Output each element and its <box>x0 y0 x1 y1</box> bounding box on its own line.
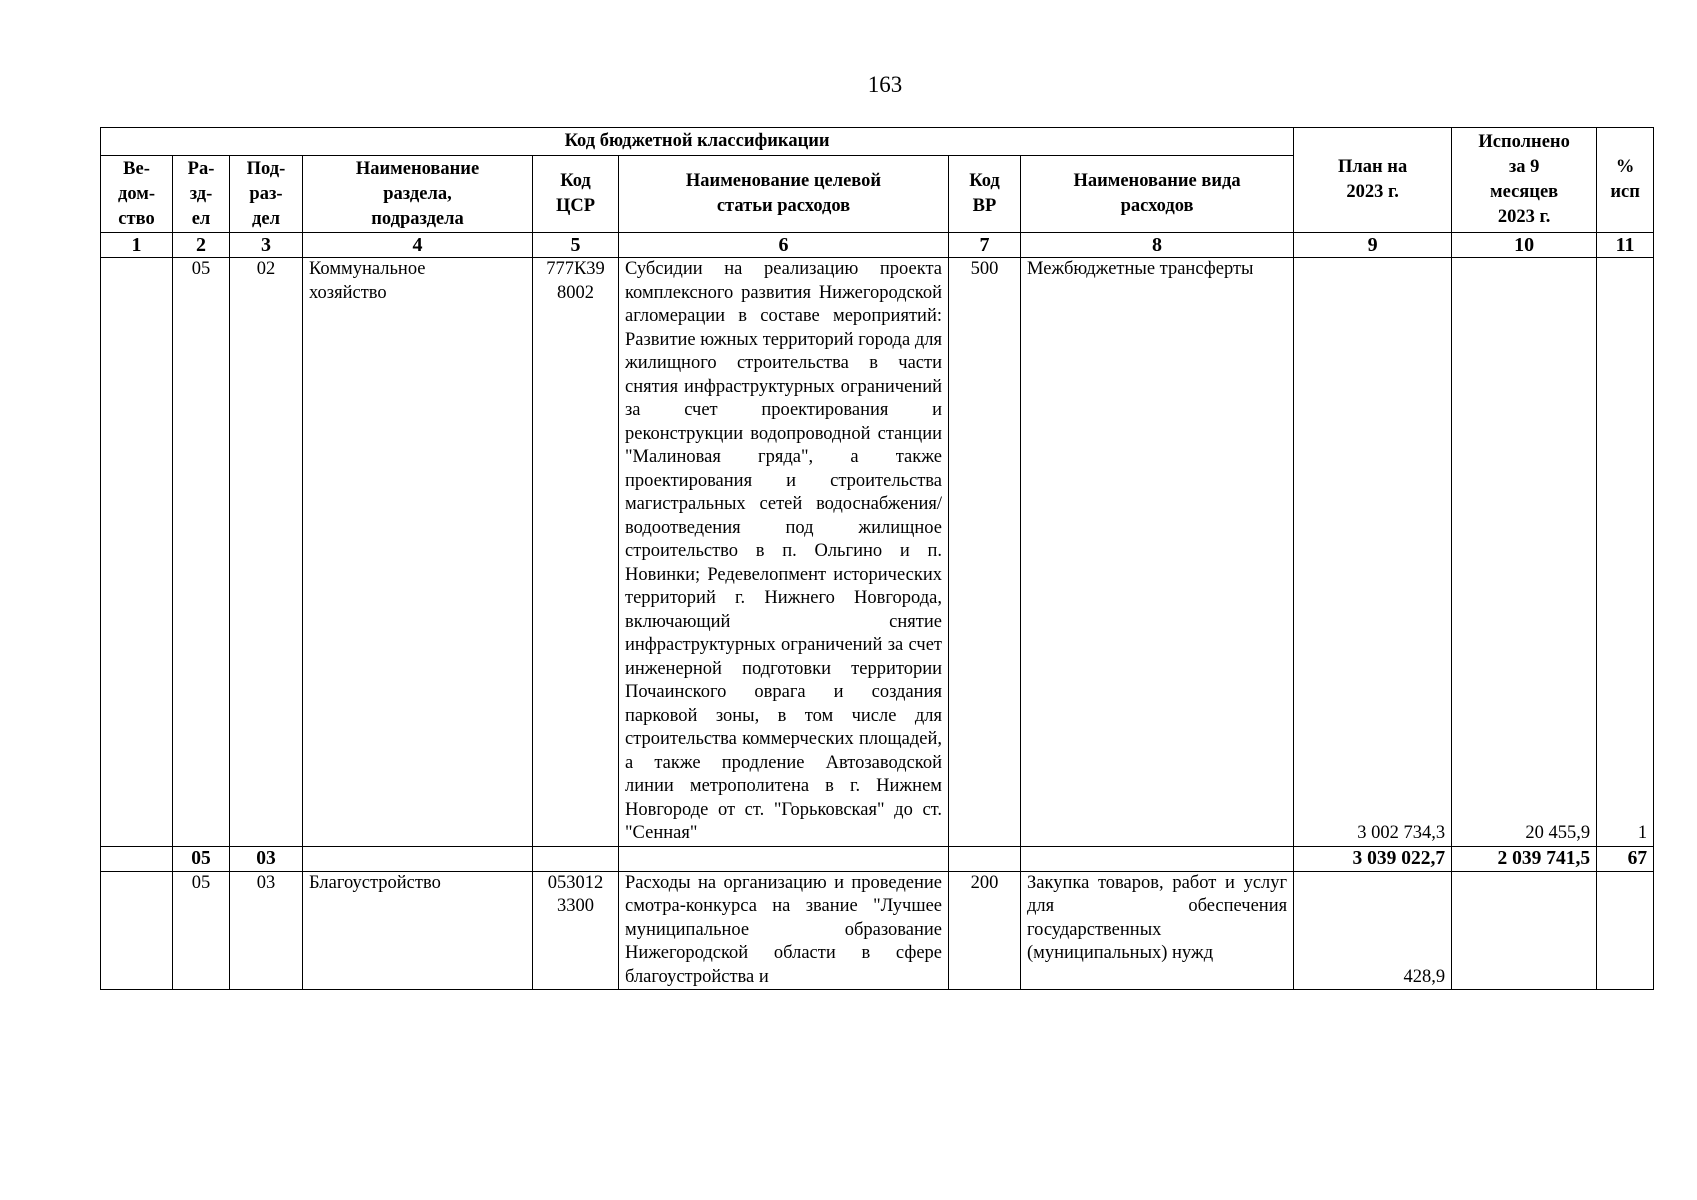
expense-type-cell <box>1021 846 1294 871</box>
plan-header: План на 2023 г. <box>1294 128 1452 233</box>
target-name-cell: Субсидии на реализацию проекта комплексного развития Нижегородской агломерации в составе мероприятий: Развитие южных территорий города для жилищного строительства в части снятия инфраструктурных ограничений за счет проектирования и реконструкции водопроводной станции "Малиновая гряда", а также проектирования и строительства магистральных сетей водоснабжения/водоотведения под жилищное строительство в п. Ольгино и п. Новинки; Редевелопмент исторических территорий г. Нижнего Новгорода, включающий снятие инфраструктурных ограничений за счет инженерной подготовки территории Почаинского оврага и создания парковой зоны, в том числе для строительства коммерческих площадей, а также продление Автозаводской линии метрополитена в г. Нижнем Новгороде от ст. "Горьковская" до ст. "Сенная" <box>619 258 949 847</box>
vedomstvo-header: Ве- дом- ство <box>101 156 173 233</box>
csr-code-cell <box>533 846 619 871</box>
vr-code-cell <box>949 846 1021 871</box>
executed-cell: 2 039 741,5 <box>1452 846 1597 871</box>
expense-type-cell: Закупка товаров, работ и услуг для обеспечения государственных (муниципальных) нужд <box>1021 871 1294 990</box>
percent-cell: 67 <box>1597 846 1654 871</box>
subtotal-row <box>101 846 1654 871</box>
podrazdel-cell: 03 <box>230 871 303 990</box>
page-number: 163 <box>867 72 903 97</box>
vr-code-cell: 200 <box>949 871 1021 990</box>
target-name-header: Наименование целевой статьи расходов <box>619 156 949 233</box>
razdel-cell: 05 <box>173 846 230 871</box>
csr-code-cell: 053012 3300 <box>533 871 619 990</box>
column-number: 3 <box>230 233 303 258</box>
executed-header: Исполнено за 9 месяцев 2023 г. <box>1452 128 1597 233</box>
column-number: 7 <box>949 233 1021 258</box>
podrazdel-cell: 03 <box>230 846 303 871</box>
column-number: 4 <box>303 233 533 258</box>
column-number: 2 <box>173 233 230 258</box>
vedomstvo-cell <box>101 871 173 990</box>
expense-type-header: Наименование вида расходов <box>1021 156 1294 233</box>
csr-code-header: Код ЦСР <box>533 156 619 233</box>
percent-header: % исп <box>1597 128 1654 233</box>
razdel-header: Ра- зд- ел <box>173 156 230 233</box>
percent-cell <box>1597 871 1654 990</box>
column-number: 6 <box>619 233 949 258</box>
table-row <box>101 258 1654 847</box>
plan-cell: 3 002 734,3 <box>1294 258 1452 847</box>
table-row <box>101 871 1654 990</box>
expense-type-cell: Межбюджетные трансферты <box>1021 258 1294 847</box>
plan-cell: 428,9 <box>1294 871 1452 990</box>
column-number: 5 <box>533 233 619 258</box>
executed-cell: 20 455,9 <box>1452 258 1597 847</box>
target-name-cell: Расходы на организацию и проведение смотра-конкурса на звание "Лучшее муниципальное образование Нижегородской области в сфере благоустройства и <box>619 871 949 990</box>
column-number: 10 <box>1452 233 1597 258</box>
target-name-cell <box>619 846 949 871</box>
vedomstvo-cell <box>101 258 173 847</box>
column-number: 1 <box>101 233 173 258</box>
budget-classification-header: Код бюджетной классификации <box>101 128 1294 156</box>
column-number: 11 <box>1597 233 1654 258</box>
executed-cell <box>1452 871 1597 990</box>
percent-cell: 1 <box>1597 258 1654 847</box>
razdel-cell: 05 <box>173 258 230 847</box>
section-name-cell <box>303 846 533 871</box>
vr-code-cell: 500 <box>949 258 1021 847</box>
plan-cell: 3 039 022,7 <box>1294 846 1452 871</box>
section-name-cell: Коммунальное хозяйство <box>303 258 533 847</box>
header-row-group <box>101 128 1654 156</box>
razdel-cell: 05 <box>173 871 230 990</box>
csr-code-cell: 777К39 8002 <box>533 258 619 847</box>
column-number: 9 <box>1294 233 1452 258</box>
column-numbers-row <box>101 233 1654 258</box>
budget-table <box>100 127 1654 990</box>
podrazdel-cell: 02 <box>230 258 303 847</box>
podrazdel-header: Под- раз- дел <box>230 156 303 233</box>
vedomstvo-cell <box>101 846 173 871</box>
column-number: 8 <box>1021 233 1294 258</box>
section-name-cell: Благоустройство <box>303 871 533 990</box>
vr-code-header: Код ВР <box>949 156 1021 233</box>
section-name-header: Наименование раздела, подраздела <box>303 156 533 233</box>
